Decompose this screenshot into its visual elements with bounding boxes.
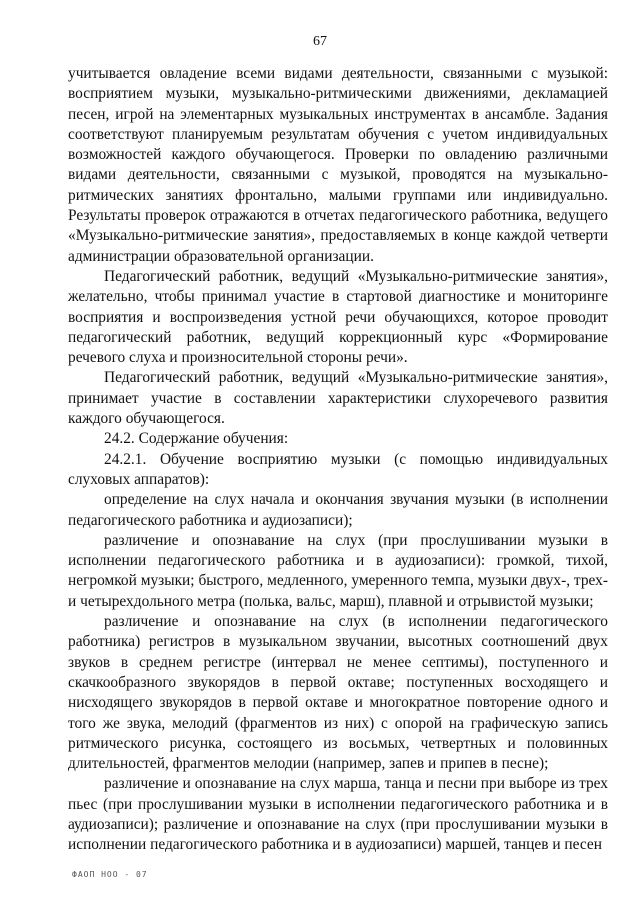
paragraph: учитывается овладение всеми видами деятельности, связанными с музыкой: восприятием музыки, музыкально-ритмическими движениями, декламацией песен, игрой на элементарных музыкальных инструментах в ансамбле. Задания соответствуют планируемым результатам обучения с учетом индивидуальных возможностей каждого обучающегося. Проверки по овладению различными видами деятельности, связанными с музыкой, проводятся на музыкально-ритмических занятиях фронтально, малыми группами или индивидуально. Результаты проверок отражаются в отчетах педагогического работника, ведущего «Музыкально-ритмические занятия», предоставляемых в конце каждой четверти администрации образовательной организации. (68, 65, 608, 265)
page-number: 67 (313, 34, 327, 49)
list-item: определение на слух начала и окончания звучания музыки (в исполнении педагогического работника и аудиозаписи); (68, 491, 608, 529)
paragraph: Педагогический работник, ведущий «Музыкально-ритмические занятия», принимает участие в составлении характеристики слухоречевого развития каждого обучающегося. (68, 369, 608, 428)
list-item: различение и опознавание на слух (при прослушивании музыки в исполнении педагогического работника и в аудиозаписи): громкой, тихой, негромкой музыки; быстрого, медленного, умеренного темпа, музыки двух-, трех- и четырехдольного метра (полька, вальс, марш), плавной и отрывистой музыки; (68, 531, 608, 610)
subsection-heading: 24.2.1. Обучение восприятию музыки (с помощью индивидуальных слуховых аппаратов): (68, 450, 608, 488)
body-text (68, 64, 608, 856)
list-item: различение и опознавание на слух марша, танца и песни при выборе из трех пьес (при прослушивании музыки в исполнении педагогического работника и в аудиозаписи); различение и опознавание на слух (при прослушивании музыки в исполнении педагогического работника и в аудиозаписи) маршей, танцев и песен (68, 775, 608, 854)
section-heading: 24.2. Содержание обучения: (104, 430, 289, 448)
paragraph: Педагогический работник, ведущий «Музыкально-ритмические занятия», желательно, чтобы принимал участие в стартовой диагностике и мониторинге восприятия и воспроизведения устной речи обучающихся, которое проводит педагогический работник, ведущий коррекционный курс «Формирование речевого слуха и произносительной стороны речи». (68, 267, 608, 367)
footer-code: ФАОП НОО - 07 (72, 870, 148, 879)
list-item: различение и опознавание на слух (в исполнении педагогического работника) регистров в музыкальном звучании, высотных соотношений двух звуков в среднем регистре (интервал не менее септимы), поступенного и скачкообразного звукорядов в первой октаве; поступенных восходящего и нисходящего звукорядов в первой октаве и многократное повторение одного и того же звука, мелодий (фрагментов из них) с опорой на графическую запись ритмического рисунка, состоящего из восьмых, четвертных и половинных длительностей, фрагментов мелодии (например, запев и припев в песне); (68, 613, 608, 773)
